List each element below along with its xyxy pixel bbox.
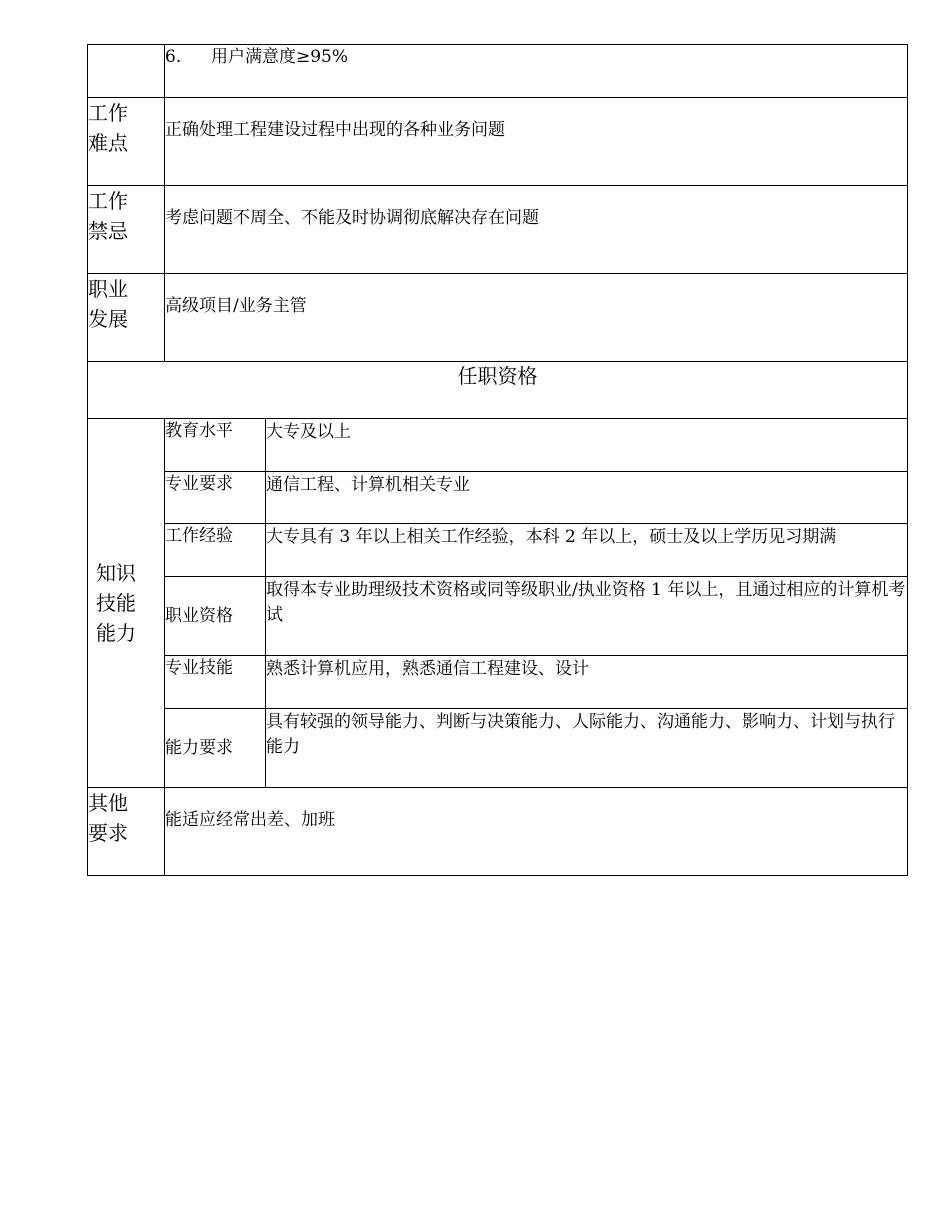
qualification-row — [88, 419, 908, 472]
qualification-value: 通信工程、计算机相关专业 — [266, 472, 908, 524]
qualification-label: 能力要求 — [165, 709, 266, 788]
qualifications-title: 任职资格 — [88, 362, 908, 419]
qualification-value: 熟悉计算机应用，熟悉通信工程建设、设计 — [266, 656, 908, 709]
qualification-value: 大专具有 3 年以上相关工作经验，本科 2 年以上，硕士及以上学历见习期满 — [266, 524, 908, 577]
career-development-content: 高级项目/业务主管 — [165, 274, 908, 362]
other-requirements-label: 其他 要求 — [88, 788, 165, 876]
work-difficulty-label: 工作 难点 — [88, 98, 165, 186]
job-description-table — [87, 44, 908, 876]
kpi-item-number: 6. — [165, 47, 182, 67]
knowledge-skills-label: 知识 技能 能力 — [88, 419, 165, 788]
qualification-row — [88, 656, 908, 709]
work-difficulty-content: 正确处理工程建设过程中出现的各种业务问题 — [165, 98, 908, 186]
kpi-row-label-cell — [88, 45, 165, 98]
qualification-row — [88, 472, 908, 524]
qualification-value: 大专及以上 — [266, 419, 908, 472]
qualification-value: 具有较强的领导能力、判断与决策能力、人际能力、沟通能力、影响力、计划与执行能力 — [266, 709, 908, 788]
kpi-item — [165, 45, 908, 98]
qualifications-title-row — [88, 362, 908, 419]
qualification-value: 取得本专业助理级技术资格或同等级职业/执业资格 1 年以上，且通过相应的计算机考试 — [266, 577, 908, 656]
qualification-label: 工作经验 — [165, 524, 266, 577]
career-development-label: 职业 发展 — [88, 274, 165, 362]
qualification-label: 教育水平 — [165, 419, 266, 472]
work-taboo-row — [88, 186, 908, 274]
qualification-label: 专业要求 — [165, 472, 266, 524]
work-taboo-label: 工作 禁忌 — [88, 186, 165, 274]
kpi-row — [88, 45, 908, 98]
qualification-row — [88, 577, 908, 656]
kpi-item-text: 用户满意度≥95% — [211, 47, 349, 67]
other-requirements-row — [88, 788, 908, 876]
work-taboo-content: 考虑问题不周全、不能及时协调彻底解决存在问题 — [165, 186, 908, 274]
qualification-label: 职业资格 — [165, 577, 266, 656]
qualification-label: 专业技能 — [165, 656, 266, 709]
work-difficulty-row — [88, 98, 908, 186]
career-development-row — [88, 274, 908, 362]
qualification-row — [88, 524, 908, 577]
other-requirements-content: 能适应经常出差、加班 — [165, 788, 908, 876]
qualification-row — [88, 709, 908, 788]
